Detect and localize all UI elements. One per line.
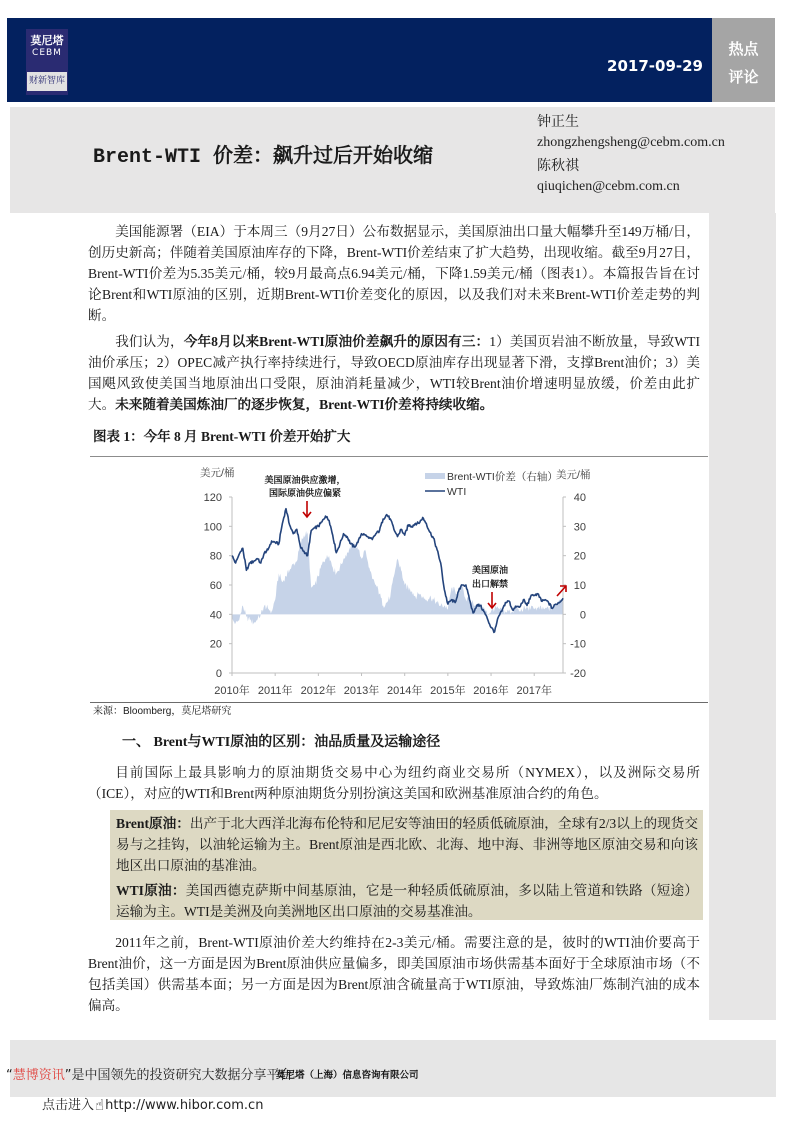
report-title: Brent-WTI 价差：飙升过后开始收缩 bbox=[93, 146, 434, 169]
author-name-1: 钟正生 bbox=[537, 115, 579, 130]
brent-label: Brent原油： bbox=[116, 816, 190, 831]
x-tick-label: 2016年 bbox=[473, 685, 509, 697]
right-margin-column bbox=[709, 213, 776, 1020]
click-label: 点击进入 bbox=[42, 1098, 95, 1113]
footer-company-overlay: 莫尼塔（上海）信息咨询有限公司 bbox=[276, 1070, 419, 1081]
paragraph-history: 2011年之前，Brent-WTI原油价差大约维持在2-3美元/桶。需要注意的是，彼时的WTI油价要高于Brent油价，这一方面是因为Brent原油供应量偏多，即美国原油市场供需基本面好于全球原油市场（不包括美国）供需基本面；另一方面是因为Brent原油含硫量高于WTI原油，导致炼油厂炼制汽油的成本偏高。 bbox=[88, 935, 700, 1013]
quote-open: “ bbox=[6, 1068, 13, 1083]
x-tick-label: 2011年 bbox=[257, 685, 293, 697]
author-name-2: 陈秋祺 bbox=[537, 159, 579, 174]
legend-swatch-spread bbox=[425, 473, 445, 479]
report-date: 2017-09-29 bbox=[607, 57, 703, 75]
author-email-1[interactable]: zhongzhengsheng@cebm.com.cn bbox=[537, 135, 725, 150]
cebm-logo bbox=[26, 29, 68, 95]
wti-spread-chart bbox=[90, 457, 708, 702]
left-tick-label: 80 bbox=[209, 550, 222, 563]
right-tick-label: 10 bbox=[573, 580, 586, 592]
right-unit-label: 美元/桶 bbox=[556, 469, 591, 481]
left-tick-label: 0 bbox=[215, 668, 222, 680]
report-type-line1: 热点 bbox=[728, 40, 759, 58]
right-tick-label: -10 bbox=[570, 638, 586, 651]
brent-definition bbox=[116, 813, 698, 876]
author-email-2[interactable]: qiuqichen@cebm.com.cn bbox=[537, 179, 680, 194]
brent-text: 出产于北大西洋北海布伦特和尼尼安等油田的轻质低硫原油，全球有2/3以上的现货交易与之挂钩，以油轮运输为主。Brent原油是西北欧、北海、地中海、非洲等地区原油交易和向该地区出口原油的基准油。 bbox=[116, 816, 698, 873]
slogan-text: 是中国领先的投资研究大数据分享平台 bbox=[71, 1068, 293, 1083]
left-unit-label: 美元/桶 bbox=[200, 467, 235, 479]
left-tick-label: 100 bbox=[203, 521, 222, 534]
footer-link-line bbox=[42, 1096, 263, 1115]
quote-close: ” bbox=[64, 1068, 72, 1083]
legend-label-wti: WTI bbox=[447, 486, 467, 498]
crude-definitions-box bbox=[110, 810, 703, 920]
annotation-supply-line1: 美国原油供应激增， bbox=[264, 475, 346, 485]
annotation-supply-line2: 国际原油供应偏紧 bbox=[268, 488, 342, 498]
right-tick-label: 20 bbox=[573, 550, 586, 563]
reasons-bold-claim: 今年8月以来Brent-WTI原油价差飙升的原因有三： bbox=[183, 334, 490, 349]
paragraph-intro: 美国能源署（EIA）于本周三（9月27日）公布数据显示，美国原油出口量大幅攀升至149万桶/日，创历史新高；伴随着美国原油库存的下降，Brent-WTI价差结束了扩大趋势，出现收缩。截至9月27日，Brent-WTI价差为5.35美元/桶，较9月最高点6.94美元/桶，下降1.59美元/桶（图表1）。本篇报告旨在讨论Brent和WTI原油的区别，近期Brent-WTI价差变化的原因，以及我们对未来Brent-WTI价差走势的判断。 bbox=[88, 224, 700, 323]
figure-title: 图表 1：今年 8 月 Brent-WTI 价差开始扩大 bbox=[93, 429, 351, 444]
paragraph-reasons bbox=[88, 331, 700, 415]
left-tick-label: 60 bbox=[209, 580, 222, 592]
right-tick-label: 40 bbox=[573, 492, 586, 504]
red-arrow-up-icon bbox=[557, 586, 566, 596]
reasons-lead: 我们认为， bbox=[115, 334, 184, 349]
chart-canvas bbox=[90, 457, 708, 702]
hand-pointer-icon: ☝ bbox=[95, 1096, 105, 1114]
left-tick-label: 20 bbox=[209, 638, 222, 651]
reasons-bold-conclusion: 未来随着美国炼油厂的逐步恢复，Brent-WTI价差将持续收缩。 bbox=[115, 397, 494, 412]
paragraph-exchanges: 目前国际上最具影响力的原油期货交易中心为纽约商业交易所（NYMEX），以及洲际交易所（ICE），对应的WTI和Brent两种原油期货分别扮演这美国和欧洲基准原油合约的角色。 bbox=[88, 765, 700, 801]
figure-bottom-rule bbox=[90, 702, 708, 703]
annotation-export-line2: 出口解禁 bbox=[471, 579, 509, 589]
wti-text: 美国西德克萨斯中间基原油，它是一种轻质低硫原油，多以陆上管道和铁路（短途）运输为主。WTI是美洲及向美洲地区出口原油的交易基准油。 bbox=[116, 883, 698, 919]
logo-sub-text: 财新智库 bbox=[27, 72, 67, 91]
section-heading: 一、 Brent与WTI原油的区别：油品质量及运输途径 bbox=[122, 735, 441, 750]
logo-cn-text: 莫尼塔 bbox=[30, 34, 64, 47]
x-tick-label: 2017年 bbox=[516, 685, 552, 697]
x-tick-label: 2015年 bbox=[430, 685, 466, 697]
x-tick-label: 2012年 bbox=[300, 685, 337, 697]
figure-source: 来源：Bloomberg，莫尼塔研究 bbox=[93, 706, 232, 717]
x-tick-label: 2013年 bbox=[343, 685, 380, 697]
wti-definition bbox=[116, 880, 698, 922]
annotation-export-line1: 美国原油 bbox=[471, 565, 509, 575]
reasons-detail: 1）美国页岩油不断放量，导致WTI油价承压；2）OPEC减产执行率持续进行，导致OECD原油库存出现显著下滑，支撑Brent油价；3）美国飓风致使美国当地原油出口受限，原油消耗量减少，WTI较Brent油价增速明显放缓，价差由此扩大。 bbox=[88, 334, 700, 412]
report-type-tag bbox=[712, 18, 775, 102]
left-tick-label: 40 bbox=[209, 609, 222, 622]
logo-en-text: CEBM bbox=[32, 48, 62, 58]
legend-label-spread: Brent-WTI价差（右轴） bbox=[447, 471, 558, 483]
brand-name: 慧博资讯 bbox=[12, 1068, 65, 1083]
x-tick-label: 2014年 bbox=[386, 685, 423, 697]
right-tick-label: 0 bbox=[579, 609, 586, 622]
wti-label: WTI原油： bbox=[116, 883, 186, 898]
footer-slogan bbox=[6, 1067, 293, 1085]
left-tick-label: 120 bbox=[203, 492, 222, 504]
x-tick-label: 2010年 bbox=[214, 685, 250, 697]
report-type-line2: 评论 bbox=[728, 68, 759, 86]
right-tick-label: -20 bbox=[570, 668, 586, 680]
hibor-link[interactable]: http://www.hibor.com.cn bbox=[105, 1098, 264, 1113]
right-tick-label: 30 bbox=[573, 521, 586, 534]
